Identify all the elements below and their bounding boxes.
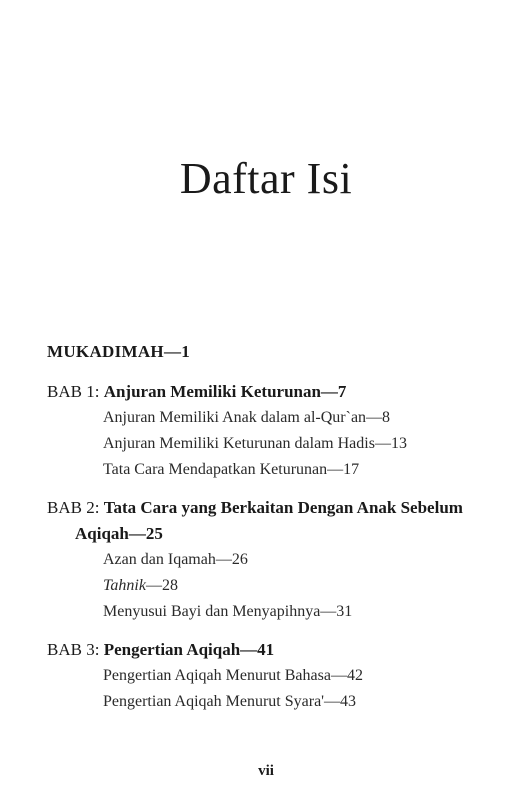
toc-item: Pengertian Aqiqah Menurut Bahasa—42 — [103, 667, 363, 684]
chapter-title: Anjuran Memiliki Keturunan—7 — [103, 382, 347, 401]
table-of-contents — [47, 339, 527, 727]
chapter-heading — [47, 495, 527, 521]
page-title: Daftar Isi — [179, 154, 353, 204]
toc-item — [47, 573, 527, 599]
chapter-number: BAB 1: — [47, 382, 104, 401]
toc-item: Anjuran Memiliki Anak dalam al-Qur`an—8 — [103, 409, 391, 426]
chapter-title-continued: Aqiqah—25 — [75, 524, 163, 543]
toc-item: Menyusui Bayi dan Menyapihnya—31 — [103, 603, 353, 620]
toc-item: Tata Cara Mendapatkan Keturunan—17 — [103, 461, 360, 478]
toc-chapter-1 — [47, 379, 527, 483]
toc-item: Anjuran Memiliki Keturunan dalam Hadis—13 — [103, 435, 407, 452]
toc-mukadimah: MUKADIMAH—1 — [47, 342, 191, 361]
chapter-title: Tata Cara yang Berkaitan Dengan Anak Sebelum — [103, 498, 463, 517]
toc-chapter-3 — [47, 637, 527, 715]
toc-item-italic-term: Tahnik — [103, 577, 146, 594]
toc-item-page: —28 — [145, 577, 178, 594]
page-number: vii — [258, 763, 274, 779]
toc-item: Pengertian Aqiqah Menurut Syara'—43 — [103, 693, 357, 710]
toc-item: Azan dan Iqamah—26 — [103, 551, 248, 568]
chapter-number: BAB 2: — [47, 498, 104, 517]
toc-chapter-2 — [47, 495, 527, 625]
chapter-heading — [47, 637, 527, 663]
chapter-heading — [47, 379, 527, 405]
chapter-number: BAB 3: — [47, 640, 104, 659]
chapter-title: Pengertian Aqiqah—41 — [103, 640, 275, 659]
